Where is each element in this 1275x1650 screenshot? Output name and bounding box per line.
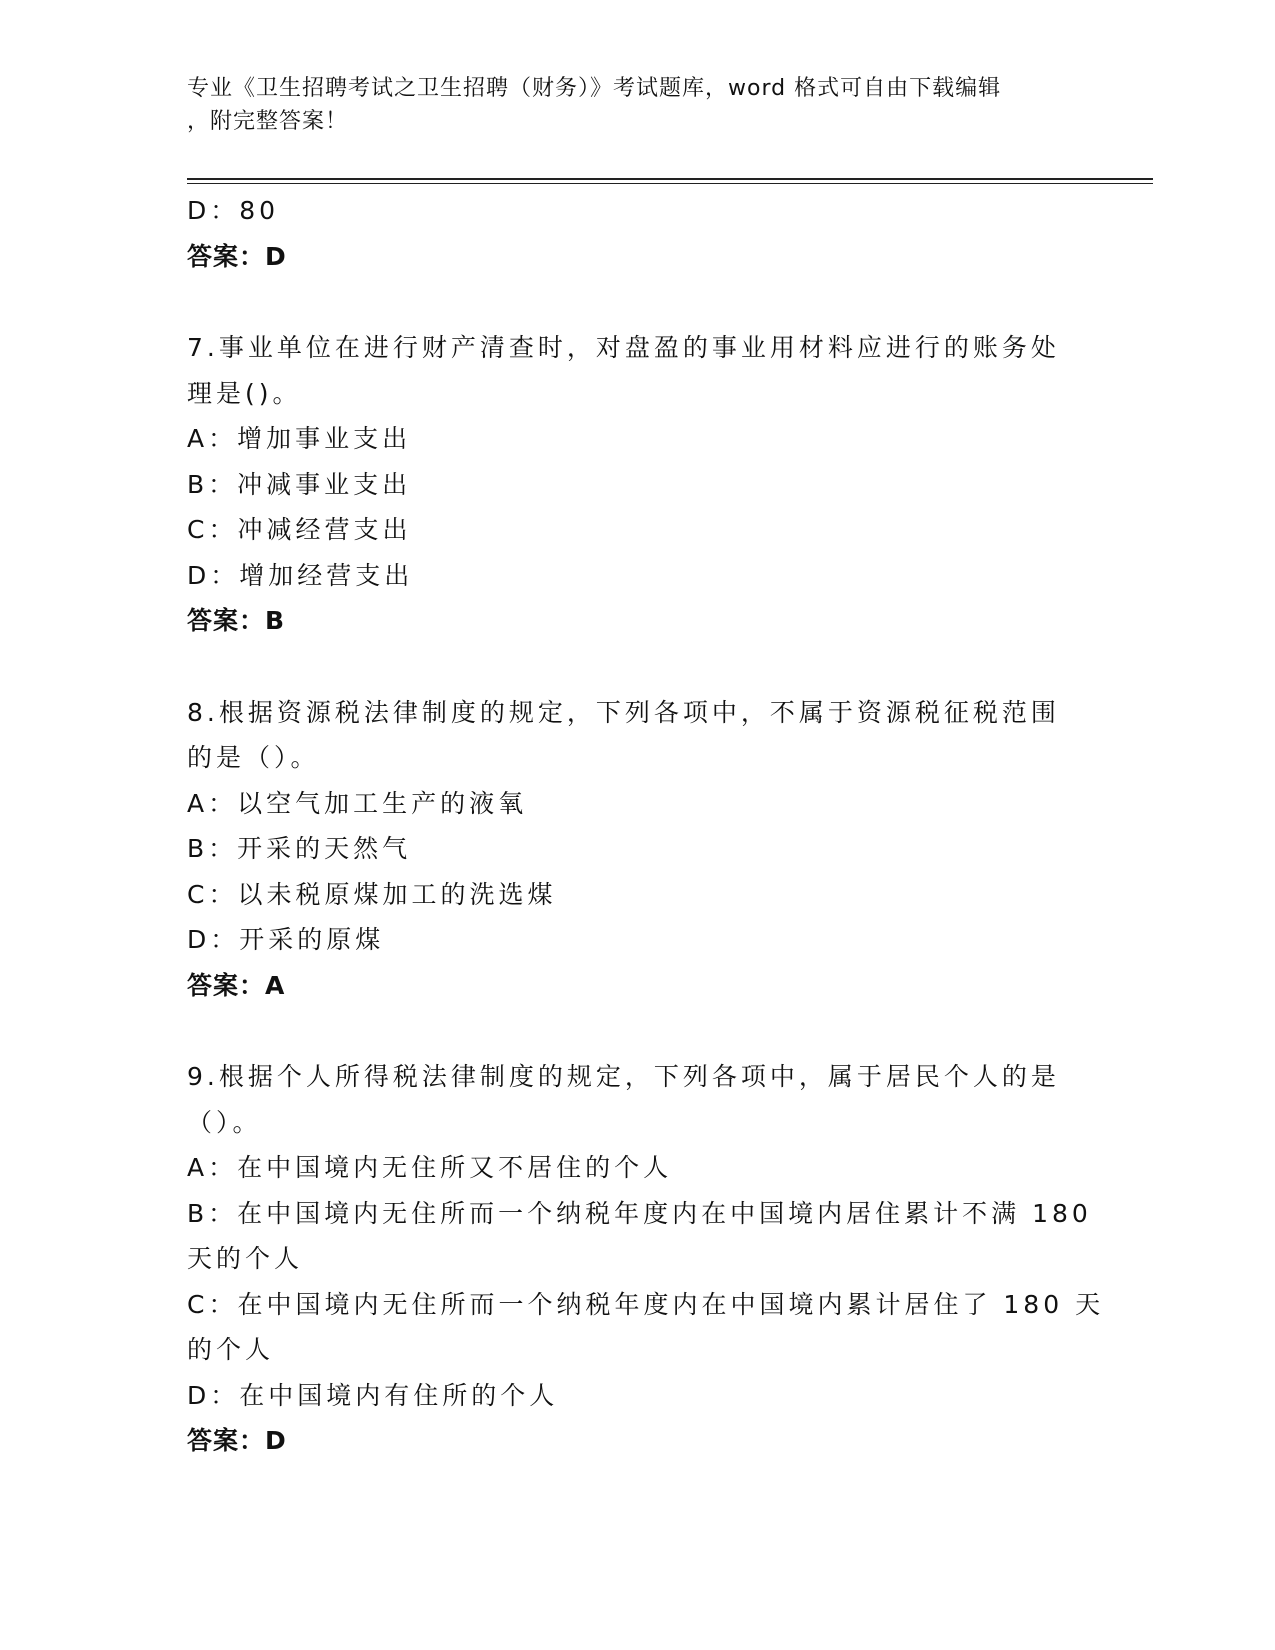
option-b: B：冲减事业支出 [187,469,412,499]
option-d: D：80 [187,196,280,225]
option-c-continued: 的个人 [187,1335,275,1364]
question-text-line-1: 9.根据个人所得税法律制度的规定，下列各项中，属于居民个人的是 [187,1062,1060,1091]
option-b: B：在中国境内无住所而一个纳税年度内在中国境内居住累计不满 180 [187,1198,1092,1228]
previous-question-fragment [187,188,1087,279]
answer-label: 答案：A [187,970,286,1000]
header-line-2: ，附完整答案！ [187,109,349,134]
header-line-1: 专业《卫生招聘考试之卫生招聘（财务）》考试题库，word 格式可自由下载编辑 [187,76,1002,101]
header-divider-thick [187,178,1153,180]
option-b: B：开采的天然气 [187,834,412,863]
option-d: D：在中国境内有住所的个人 [187,1380,559,1410]
option-c: C：在中国境内无住所而一个纳税年度内在中国境内累计居住了 180 天 [187,1289,1105,1319]
spacer [187,1008,1087,1054]
question-text-line-2: （）。 [187,1107,262,1137]
answer-label: 答案：D [187,1426,287,1455]
question-8 [187,690,1087,1009]
question-7 [187,325,1087,644]
spacer [187,279,1087,325]
option-a: A：在中国境内无住所又不居住的个人 [187,1153,673,1182]
spacer [187,644,1087,690]
option-b-continued: 天的个人 [187,1244,304,1273]
question-text-line-2: 的是（）。 [187,743,320,772]
question-text-line-2: 理是()。 [187,378,302,408]
option-a: A：增加事业支出 [187,424,412,453]
option-c: C：以未税原煤加工的洗选煤 [187,879,557,909]
question-text-line-1: 7.事业单位在进行财产清查时，对盘盈的事业用材料应进行的账务处 [187,333,1060,362]
header-divider-thin [187,183,1153,184]
option-a: A：以空气加工生产的液氧 [187,788,528,818]
option-c: C：冲减经营支出 [187,515,412,544]
answer-label: 答案：B [187,606,286,635]
option-d: D：开采的原煤 [187,925,385,954]
question-content [187,188,1105,1464]
option-d: D：增加经营支出 [187,560,414,590]
answer-label: 答案：D [187,241,287,271]
question-9 [187,1054,1105,1464]
question-text-line-1: 8.根据资源税法律制度的规定，下列各项中，不属于资源税征税范围 [187,697,1060,727]
page-header [187,72,1067,138]
